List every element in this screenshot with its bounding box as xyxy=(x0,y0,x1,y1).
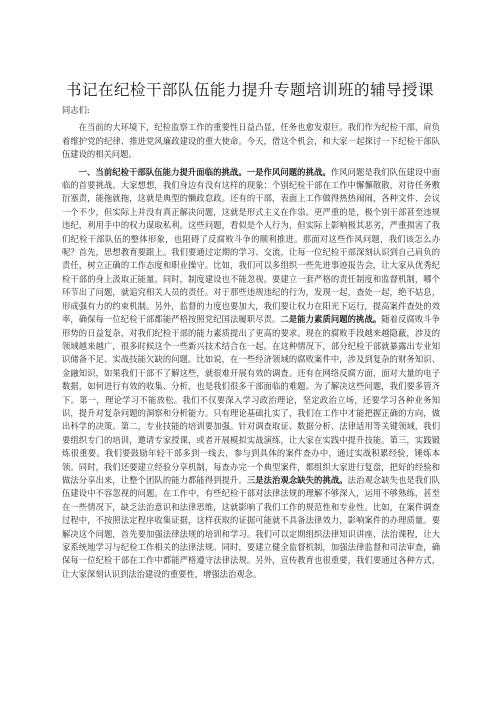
intro-paragraph: 在当前的大环境下，纪检监察工作的重要性日益凸显，任务也愈发艰巨。我们作为纪检干部，肩负着维护党的纪律、推进党风廉政建设的重大使命。今天，借这个机会，和大家一起探讨一下纪检干部队伍建设的相关问题。 xyxy=(62,122,440,160)
section-1-paragraph xyxy=(62,166,440,582)
subsection-heading: 二是能力素质问题的挑战。 xyxy=(280,314,382,325)
document-body xyxy=(62,104,440,581)
subsection-heading: 一是作风问题的挑战。 xyxy=(246,166,331,177)
subsection-heading: 三是法治观念缺失的挑战。 xyxy=(246,474,348,485)
document-title: 书记在纪检干部队伍能力提升专题培训班的辅导授课 xyxy=(65,81,434,99)
salutation: 同志们: xyxy=(62,105,90,115)
body-text: 随着反腐败斗争形势的日益复杂，对我们纪检干部的能力素质提出了更高的要求。现在的腐败手段越来越隐蔽，涉及的领域越来越广，很多时候这个一些新兴技术结合在一起。在这种情况下，部分纪检干部就暴露出专业知识储备不足、实战技能欠缺的问题。比如说，在一些经济领域的腐败案件中，涉及到复杂的财务知识、金融知识，如果我们干部不了解这些，就很难开展有效的调查。还有在网络反腐方面，面对大量的电子数据，如何进行有效的收集、分析，也是我们很多干部面临的难题。为了解决这些问题，我们要多管齐下。第一，理论学习不能放松。我们不仅要深入学习政治理论，坚定政治立场，还要学习各种业务知识，提升对复杂问题的洞察和分析能力。只有理论基础扎实了，我们在工作中才能把握正确的方向，做出科学的决策。第二，专业技能的培训要加强。针对调查取证、数据分析、法律适用等关键领域，我们要组织专门的培训 xyxy=(62,314,440,445)
section-heading: 一、当前纪检干部队伍能力提升面临的挑战。 xyxy=(78,166,247,177)
body-text: 法治观念缺失也是我们队伍建设中不容忽视的问题。在工作中，有些纪检干部对法律法规的理解不够深入，运用不够熟练，甚至在一些情况下，缺乏法治意识和法律思维，这就影响了我们工作的规范性和专业性。比如，在案件调查过程中，不按照法定程序收集证据，这样获取的证据可能就不具备法律效力，影响案件的办理质量。要解决这个问题，首先要加强法律法规的培训和学习。我们可以定期组织法律知识讲座、法治课程，让大家系统地学习与纪检工作相关的法律法规。同时，要建立健全监督机制，加强法律监督和司法审查，确保每一位纪检干部在工作中都能严格遵守法律法规。另外，宣传教育也很重要，我们要通过各种方式，让大家深刻认识到法治建设的重要性，增强法治观念。 xyxy=(62,474,440,579)
body-text: ，邀请专家授课，或者开展模拟实战演练，让大家在实践中提升技能。第三，实践锻炼很重要。我们要鼓励年轻干部多到一线去，参与到具体的案件查办中，通过实战积累经验，锤炼本领。同时，我们还要建立经验分享机制，每查办完一个典型案件，都组织大家进行复盘，把好的经验和做法分享出来，让整个团队的能力都能得到提升。 xyxy=(62,434,440,485)
body-text: 作风问题是我们队伍建设中面临的首要挑战。大家想想，我们身边有没有这样的现象：个别纪检干部在工作中懈懈散散，对待任务敷衍塞责，能拖就拖，这就是典型的懒政怠政。还有的干部，表面上工作做得热热闹闹，各种文件、会议一个不少，但实际上并没有真正解决问题，这就是形式主义在作祟。更严重的是，极个别干部甚至违规违纪，利用手中的权力谋取私利。这些问题，看似是个人行为，但实际上影响极其恶劣，严重损害了我们纪检干部队伍的整体形象，也阻碍了反腐败斗争的顺利推进。那面对这些作风问题，我们该怎么办呢？首先，思想教育要跟上。我们要通过定期的学习、交流，让每一位纪检干部深刻认识到自己肩负的责任，树立正确的工作态度和职业操守。比如，我们可以多组织一些先进事迹报告会，让大家从优秀纪检干部的身上汲取正能量。同时，制度建设也不能忽视。要建立一套严格的责任制度和监督机制，哪个环节出了问题，就追究相关人员的责任。对于那些违规违纪的行为，发现一起，查处一起，绝不姑息，形成强有力的约束机制。另外，监督的力度也要加大，我们要让权力在阳光下运行，提高案件查处的效率，确保每一位纪检干部都能严格按照党纪国法履职尽责。 xyxy=(62,166,440,325)
